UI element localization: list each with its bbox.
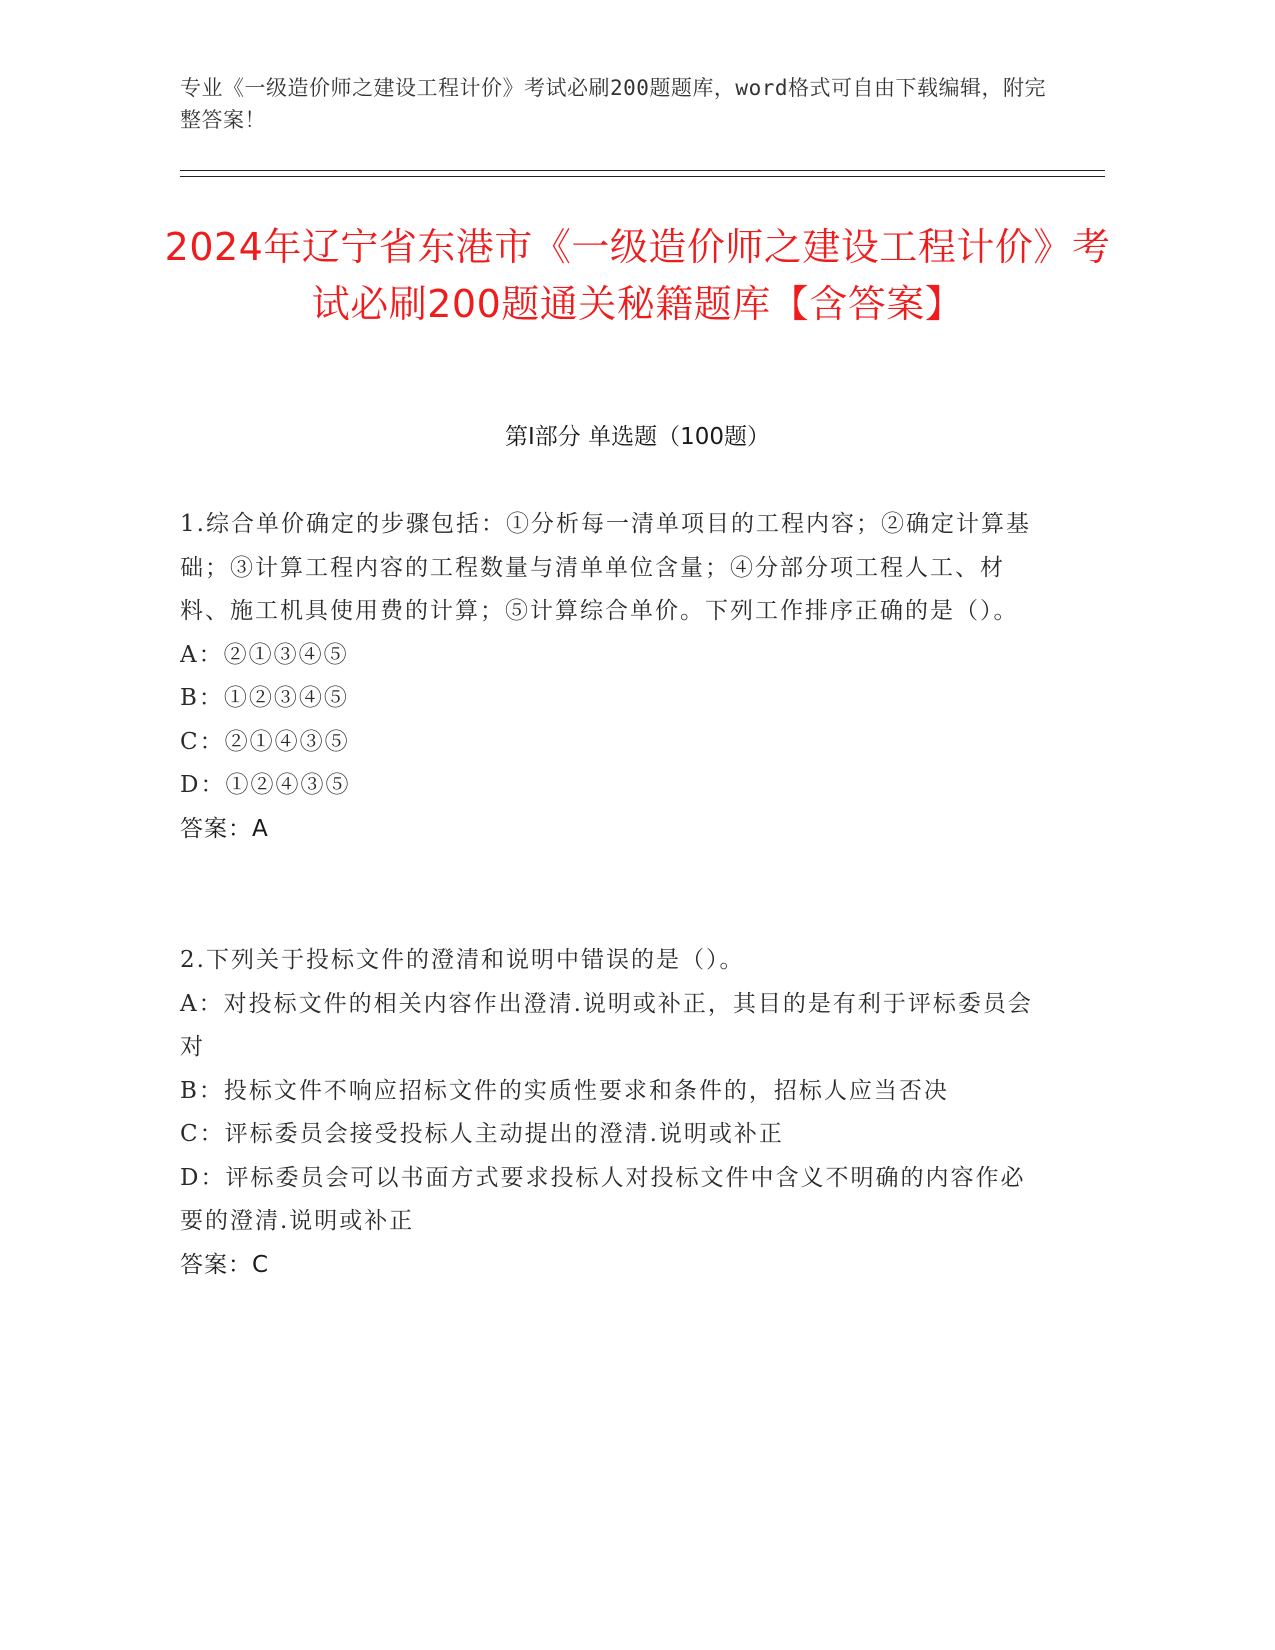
question-answer: 答案：A (180, 815, 269, 842)
question-option-d: D：①②④③⑤ (180, 772, 351, 798)
question-answer: 答案：C (180, 1251, 270, 1278)
section-heading: 第I部分 单选题（100题） (505, 424, 770, 450)
question-stem: 1.综合单价确定的步骤包括：①分析每一清单项目的工程内容；②确定计算基础；③计算工程内容的工程数量与清单单位含量；④分部分项工程人工、材料、施工机具使用费的计算；⑤计算综合单价。下列工作排序正确的是（）。 (180, 511, 1031, 624)
question-option-c: C：评标委员会接受投标人主动提出的澄清.说明或补正 (180, 1121, 784, 1147)
question-option-a: A：②①③④⑤ (180, 641, 349, 668)
question-1 (180, 503, 1040, 851)
question-stem: 2.下列关于投标文件的澄清和说明中错误的是（）。 (180, 947, 745, 973)
header-note: 专业《一级造价师之建设工程计价》考试必刷200题题库，word格式可自由下载编辑，附完整答案！ (180, 76, 1046, 132)
document-title: 2024年辽宁省东港市《一级造价师之建设工程计价》考试必刷200题通关秘籍题库【含答案】 (164, 225, 1111, 326)
question-option-d: D：评标委员会可以书面方式要求投标人对投标文件中含义不明确的内容作必要的澄清.说明或补正 (180, 1164, 1026, 1234)
question-option-b: B：①②③④⑤ (180, 685, 349, 711)
question-option-c: C：②①④③⑤ (180, 728, 350, 755)
question-option-a: A：对投标文件的相关内容作出澄清.说明或补正，其目的是有利于评标委员会对 (180, 990, 1033, 1060)
header-divider-top (180, 170, 1105, 171)
question-2 (180, 939, 1040, 1287)
header-divider-bottom (180, 176, 1105, 177)
question-option-b: B：投标文件不响应招标文件的实质性要求和条件的，招标人应当否决 (180, 1077, 949, 1104)
